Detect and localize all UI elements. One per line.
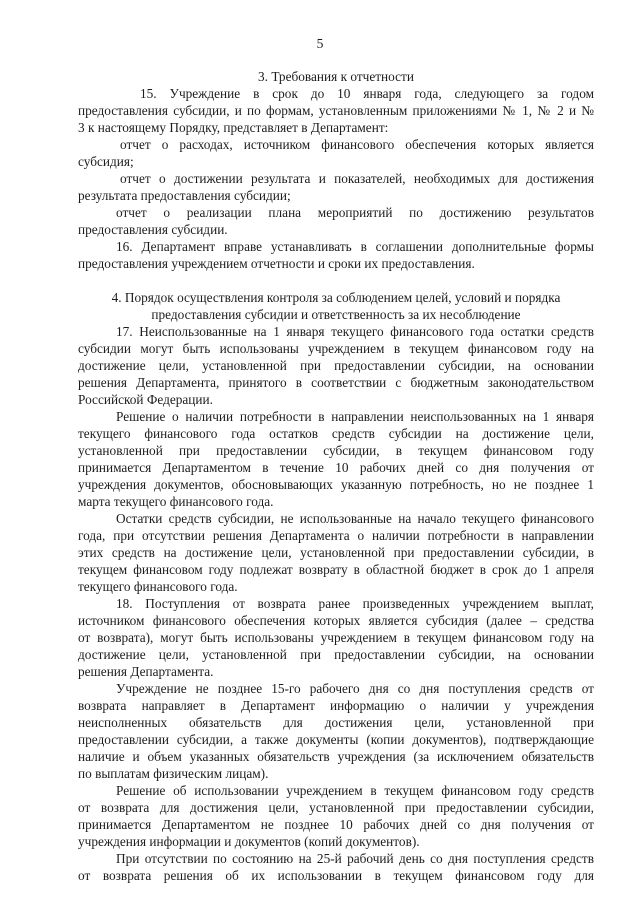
text-line: Решение об использовании учреждением в текущем финансовом году средств xyxy=(116,783,594,798)
text-line: отчет о достижении результата и показателей, необходимых для достижения xyxy=(120,171,594,186)
text-line: достижение цели, установленной при предоставлении субсидии, на основании xyxy=(78,647,594,662)
text-line: принимается Департаментом не позднее 10 рабочих дней со дня получения от xyxy=(78,817,594,832)
text-line: предоставления учреждением отчетности и сроки их предоставления. xyxy=(78,256,475,271)
text-line: учреждения информации и документов (копий документов). xyxy=(78,834,420,849)
text-line: учреждения документов, обосновывающих указанную потребность, но не позднее 1 xyxy=(78,477,594,492)
text-line: возврата направляет в Департамент информацию о наличии у учреждения xyxy=(78,698,594,713)
text-line: решения Департамента. xyxy=(78,664,214,679)
text-line: неисполненных обязательств для достижения цели, установленной при xyxy=(78,715,594,730)
text-line: 16. Департамент вправе устанавливать в соглашении дополнительные формы xyxy=(116,239,594,254)
text-line: этих средств на достижение цели, установленной при предоставлении субсидии, в xyxy=(78,545,594,560)
text-line: от возврата решения об их использовании в текущем финансовом году для xyxy=(78,868,594,883)
text-line: предоставления субсидии. xyxy=(78,222,228,237)
text-line: субсидии могут быть использованы учреждением в текущем финансовом году на xyxy=(78,341,594,356)
text-line: марта текущего финансового года. xyxy=(78,494,274,509)
text-line: по выплатам физическим лицам). xyxy=(78,766,269,781)
text-line: от возврата для достижения цели, установленной при предоставлении субсидии, xyxy=(78,800,594,815)
text-line: от возврата), могут быть использованы учреждением в текущем финансовом году на xyxy=(78,630,594,645)
section-heading-line: 4. Порядок осуществления контроля за соблюдением целей, условий и порядка xyxy=(111,290,561,305)
text-line: текущем финансовом году подлежат возврату в областной бюджет в срок до 1 апреля xyxy=(78,562,594,577)
text-line: Российской Федерации. xyxy=(78,392,213,407)
text-line: достижение цели, установленной при предоставлении субсидии, на основании xyxy=(78,358,594,373)
text-line: Решение о наличии потребности в направлении неиспользованных на 1 января xyxy=(116,409,594,424)
text-line: текущего финансового года остатков средств субсидии на достижение цели, xyxy=(78,426,594,441)
text-line: субсидия; xyxy=(78,154,134,169)
text-line: 15. Учреждение в срок до 10 января года, следующего за годом xyxy=(140,86,594,101)
text-line: отчет о реализации плана мероприятий по достижению результатов xyxy=(116,205,594,220)
text-line: 17. Неиспользованные на 1 января текущего финансового года остатки средств xyxy=(116,324,594,339)
text-line: При отсутствии по состоянию на 25-й рабочий день со дня поступления средств xyxy=(116,851,594,866)
text-line: установленной при предоставлении субсидии, в текущем финансовом году xyxy=(78,443,594,458)
text-line: года, при отсутствии решения Департамента о наличии потребности в направлении xyxy=(78,528,594,543)
text-line: текущего финансового года. xyxy=(78,579,238,594)
text-line: результата предоставления субсидии; xyxy=(78,188,291,203)
section-heading-line: 3. Требования к отчетности xyxy=(258,69,414,84)
text-line: Учреждение не позднее 15-го рабочего дня со дня поступления средств от xyxy=(116,681,594,696)
text-line: источником финансового обеспечения которых является субсидия (далее – средства xyxy=(78,613,594,628)
text-line: предоставления субсидии, и по формам, установленным приложениями № 1, № 2 и № xyxy=(78,103,594,118)
page-number: 5 xyxy=(316,36,324,51)
section-heading-line: предоставления субсидии и ответственность за их несоблюдение xyxy=(151,307,521,322)
text-line: 3 к настоящему Порядку, представляет в Департамент: xyxy=(78,120,389,135)
text-line: решения Департамента, принятого в соответствии с бюджетным законодательством xyxy=(78,375,594,390)
text-line: Остатки средств субсидии, не использованные на начало текущего финансового xyxy=(116,511,594,526)
text-line: наличие и объем указанных обязательств учреждения (за исключением обязательств xyxy=(78,749,594,764)
text-line: предоставлении субсидии, а также документы (копии документов), подтверждающие xyxy=(78,732,594,747)
text-line: отчет о расходах, источником финансового обеспечения которых является xyxy=(120,137,594,152)
text-line: 18. Поступления от возврата ранее произведенных учреждением выплат, xyxy=(116,596,594,611)
text-line: принимается Департаментом в течение 10 рабочих дней со дня получения от xyxy=(78,460,594,475)
